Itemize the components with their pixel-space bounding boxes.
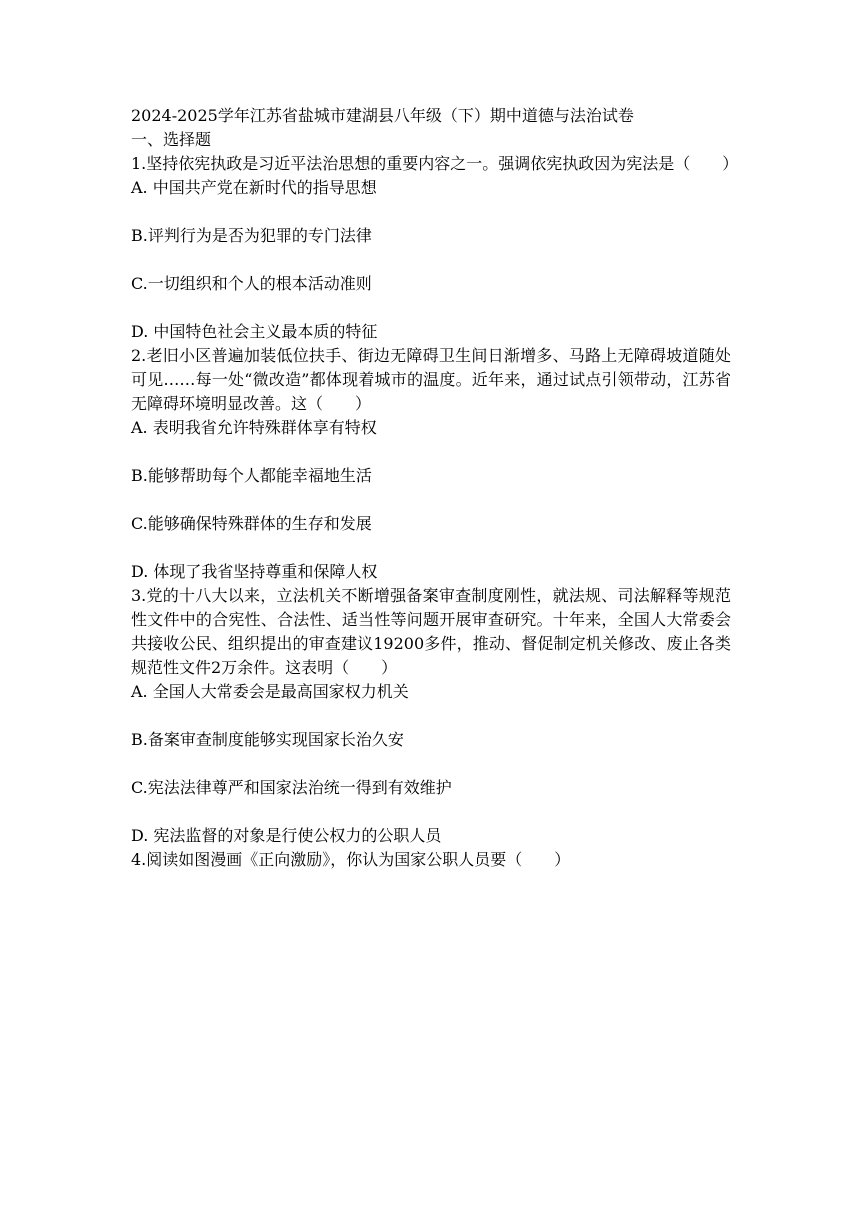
question-1-option-d: D. 中国特色社会主义最本质的特征 [131, 322, 378, 341]
question-3 [131, 584, 731, 848]
exam-title: 2024-2025学年江苏省盐城市建湖县八年级（下）期中道德与法治试卷 [131, 106, 634, 125]
question-3-option-c: C.宪法法律尊严和国家法治统一得到有效维护 [131, 778, 452, 797]
question-3-option-d: D. 宪法监督的对象是行使公权力的公职人员 [131, 826, 442, 845]
question-2-option-c: C.能够确保特殊群体的生存和发展 [131, 514, 372, 533]
question-2 [131, 344, 731, 584]
question-3-option-b: B.备案审查制度能够实现国家长治久安 [131, 730, 404, 749]
question-4 [131, 848, 731, 872]
question-3-stem: 3.党的十八大以来，立法机关不断增强备案审查制度刚性，就法规、司法解释等规范性文件中的合宪性、合法性、适当性等问题开展审查研究。十年来，全国人大常委会共接收公民、组织提出的审查建议19200多件，推动、督促制定机关修改、废止各类规范性文件2万余件。这表明（ ） [131, 586, 731, 677]
question-1-option-c: C.一切组织和个人的根本活动准则 [131, 274, 372, 293]
question-2-stem: 2.老旧小区普遍加装低位扶手、街边无障碍卫生间日渐增多、马路上无障碍坡道随处可见……每一处“微改造”都体现着城市的温度。近年来，通过试点引领带动，江苏省无障碍环境明显改善。这（ ） [131, 346, 731, 413]
question-1-option-b: B.评判行为是否为犯罪的专门法律 [131, 226, 372, 245]
question-4-stem: 4.阅读如图漫画《正向激励》，你认为国家公职人员要（ ） [131, 850, 571, 869]
question-3-option-a: A. 全国人大常委会是最高国家权力机关 [131, 682, 409, 701]
question-2-option-d: D. 体现了我省坚持尊重和保障人权 [131, 562, 378, 581]
question-2-option-a: A. 表明我省允许特殊群体享有特权 [131, 418, 377, 437]
exam-page [131, 104, 739, 872]
question-1-option-a: A. 中国共产党在新时代的指导思想 [131, 178, 377, 197]
question-1 [131, 152, 739, 344]
question-1-stem: 1.坚持依宪执政是习近平法治思想的重要内容之一。强调依宪执政因为宪法是（ ） [131, 154, 739, 173]
section-heading: 一、选择题 [131, 130, 212, 149]
question-2-option-b: B.能够帮助每个人都能幸福地生活 [131, 466, 372, 485]
